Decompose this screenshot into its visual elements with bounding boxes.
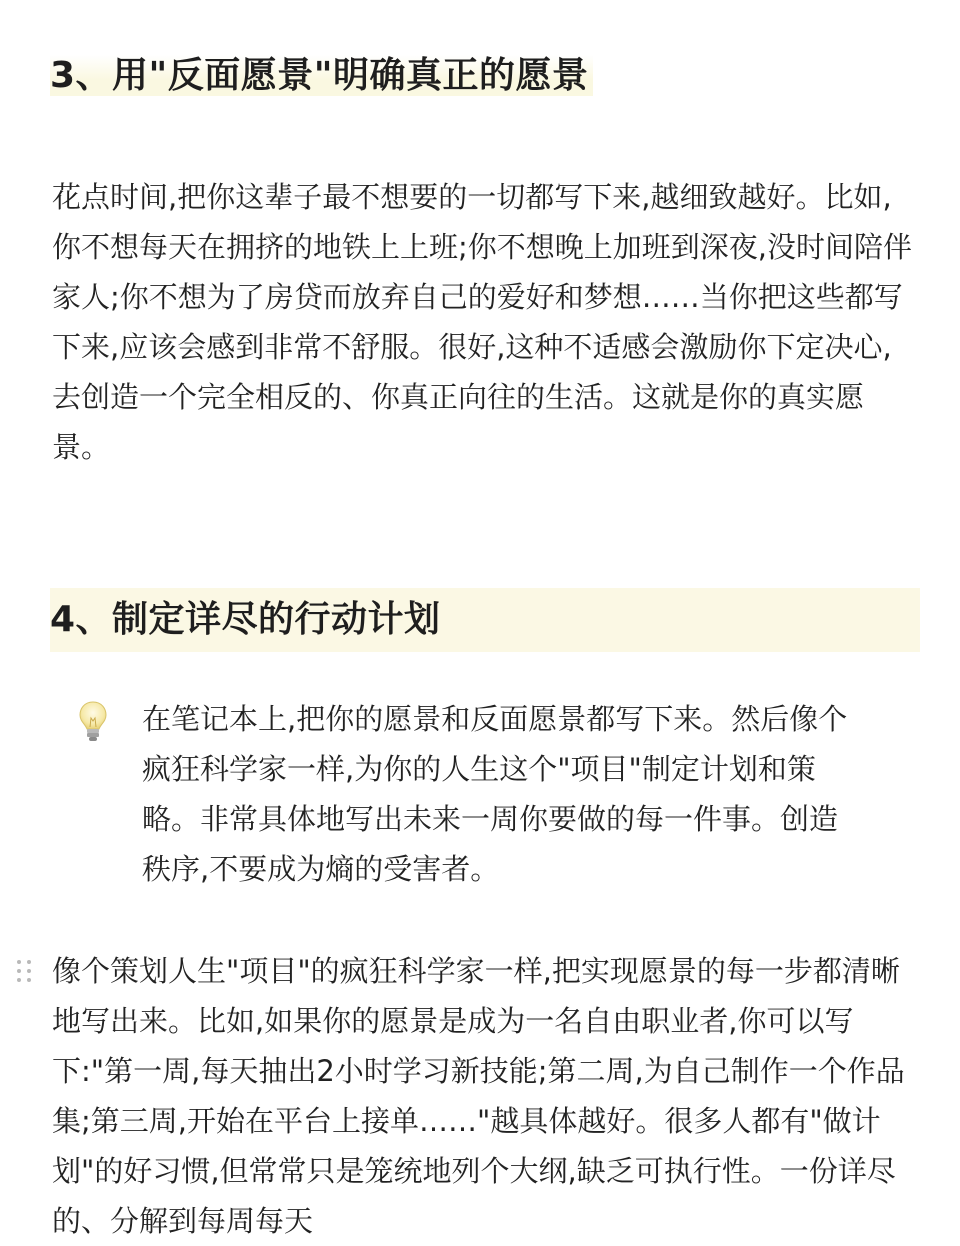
section-3-paragraph: 花点时间,把你这辈子最不想要的一切都写下来,越细致越好。比如,你不想每天在拥挤的地铁上上班;你不想晚上加班到深夜,没时间陪伴家人;你不想为了房贷而放弃自己的爱好和梦想……当你把这些都写下来,应该会感到非常不舒服。很好,这种不适感会激励你下定决心,去创造一个完全相反的、你真正向往的生活。这就是你的真实愿景。	[52, 180, 912, 464]
section-heading-3	[50, 48, 593, 104]
section-heading-3-text: 3、用"反面愿景"明确真正的愿景	[50, 55, 593, 96]
section-heading-4-text: 4、制定详尽的行动计划	[50, 599, 441, 640]
section-4-paragraph: 像个策划人生"项目"的疯狂科学家一样,把实现愿景的每一步都清晰地写出来。比如,如果你的愿景是成为一名自由职业者,你可以写下:"第一周,每天抽出2小时学习新技能;第二周,为自己制作一个作品集;第三周,开始在平台上接单……"越具体越好。很多人都有"做计划"的好习惯,但常常只是笼统地列个大纲,缺乏可执行性。一份详尽的、分解到每周每天	[52, 954, 905, 1238]
drag-handle-icon[interactable]	[14, 958, 36, 984]
tip-callout-text: 在笔记本上,把你的愿景和反面愿景都写下来。然后像个疯狂科学家一样,为你的人生这个"项目"制定计划和策略。非常具体地写出未来一周你要做的每一件事。创造秩序,不要成为熵的受害者。	[142, 702, 848, 886]
tip-callout	[50, 694, 920, 894]
lightbulb-icon	[78, 700, 108, 744]
section-heading-4	[50, 588, 920, 652]
